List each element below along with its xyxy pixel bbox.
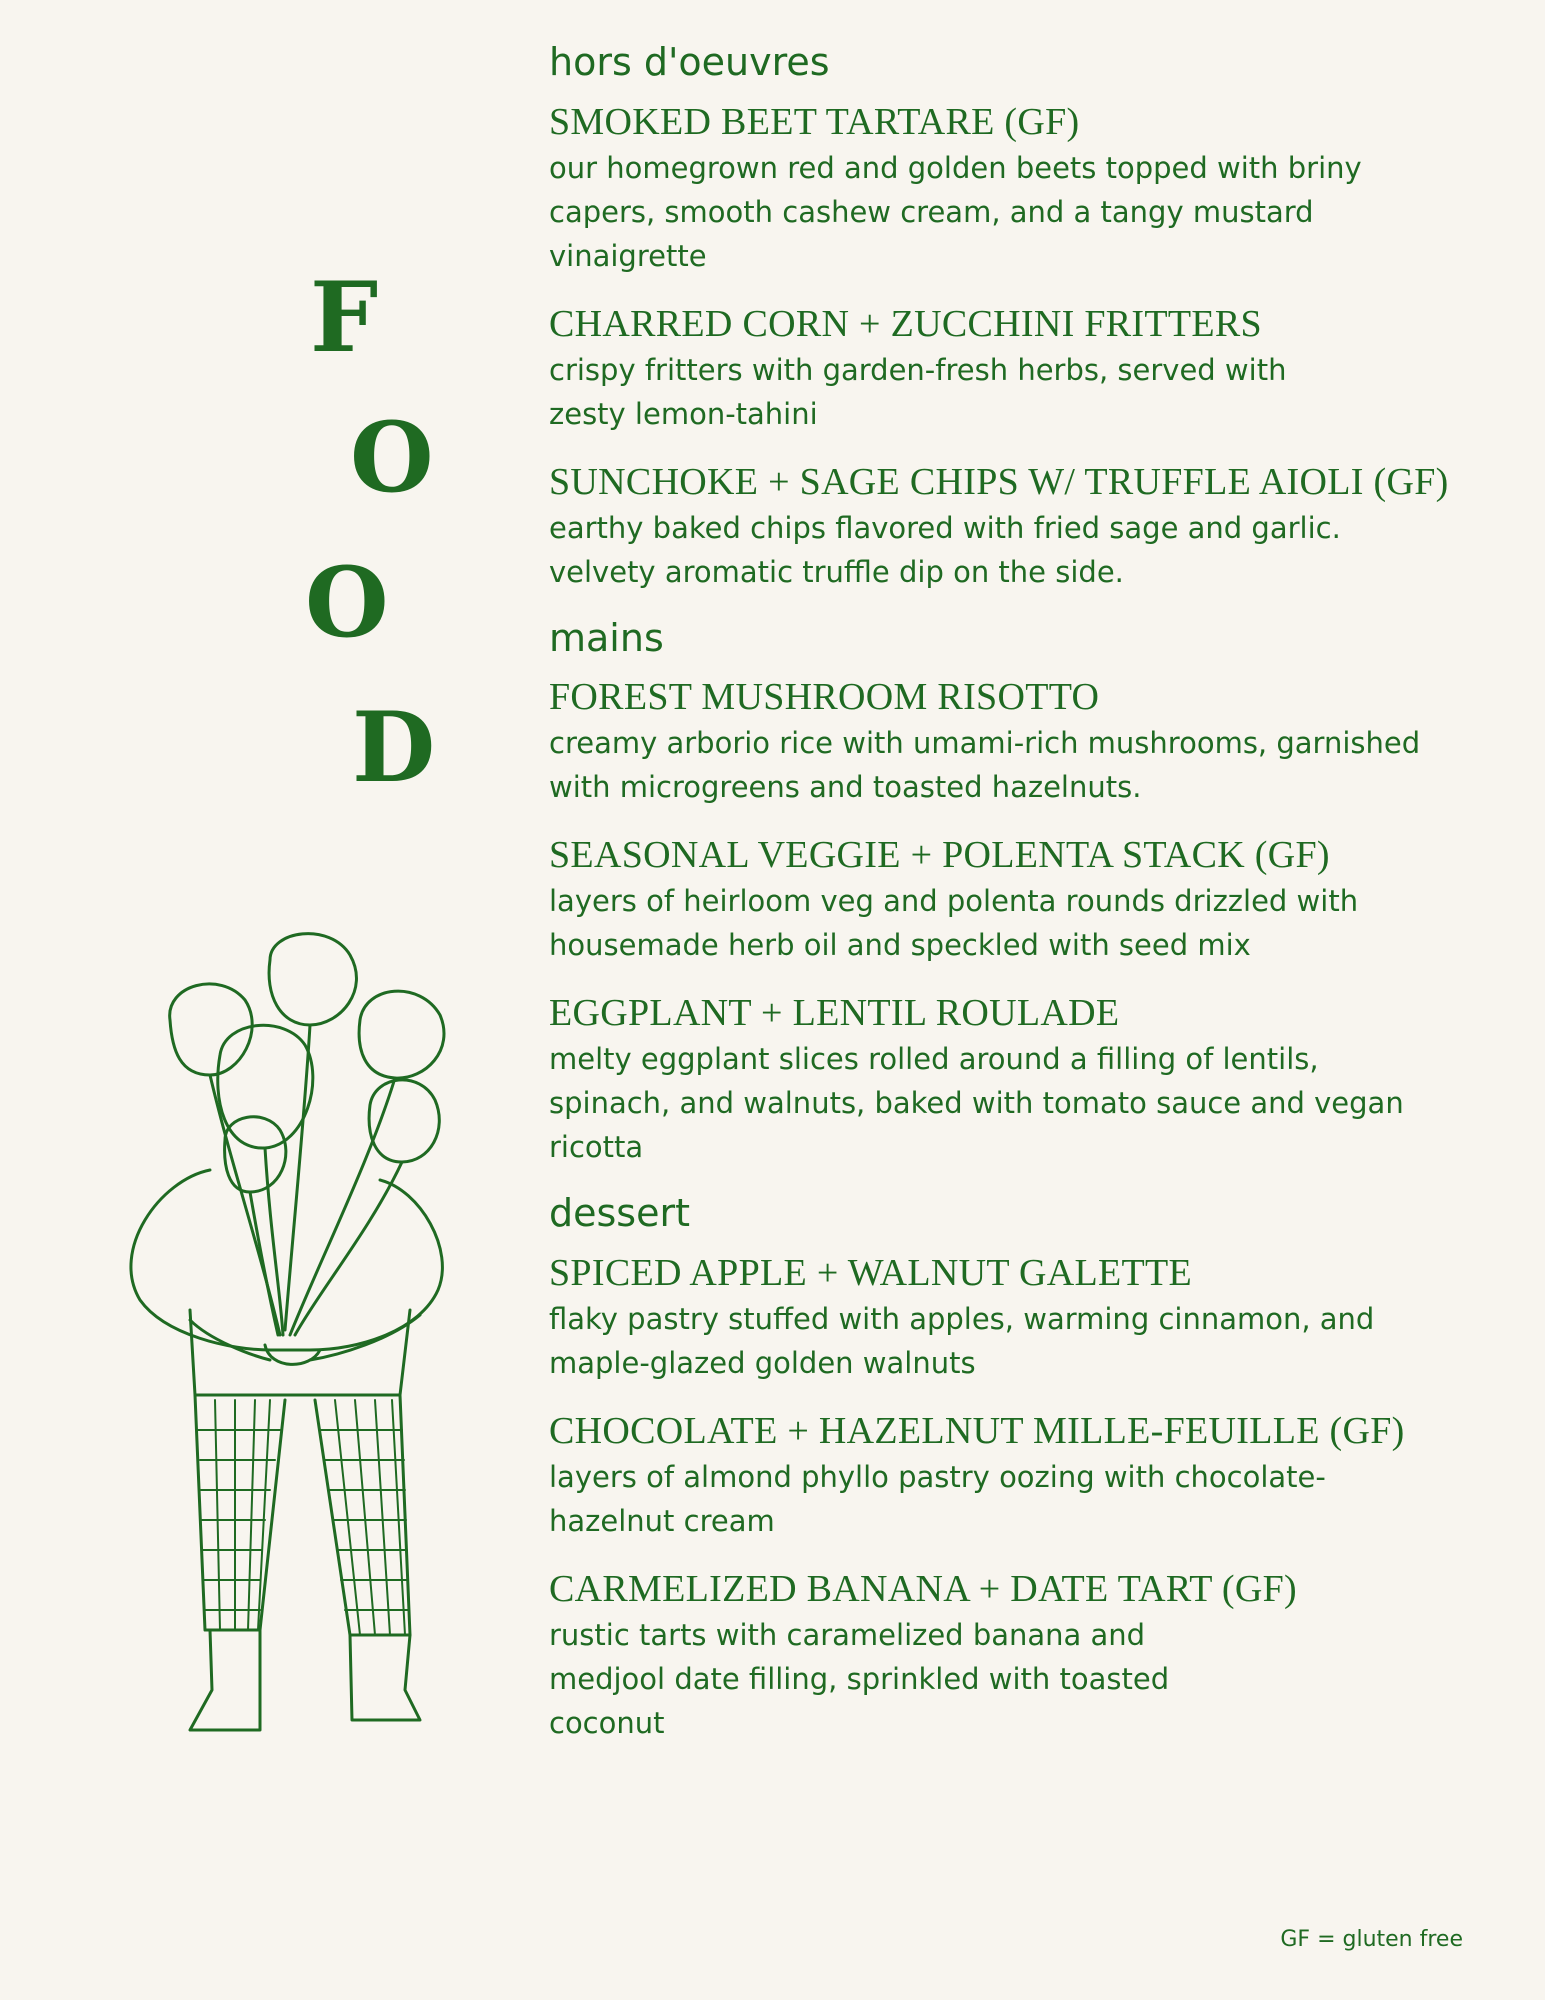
menu-list bbox=[549, 40, 1449, 1767]
section-heading: dessert bbox=[549, 1191, 690, 1236]
item-desc-line: coconut bbox=[549, 1705, 665, 1740]
menu-item bbox=[549, 300, 1449, 436]
item-name: SPICED APPLE + WALNUT GALETTE bbox=[549, 1251, 1193, 1294]
item-desc-line: earthy baked chips flavored with fried sage and garlic. bbox=[549, 510, 1341, 545]
menu-item bbox=[549, 989, 1449, 1169]
section-heading: mains bbox=[549, 615, 664, 660]
item-desc-line: flaky pastry stuffed with apples, warming cinnamon, and bbox=[549, 1301, 1375, 1336]
item-name: EGGPLANT + LENTIL ROULADE bbox=[549, 992, 1120, 1035]
item-desc-line: maple-glazed golden walnuts bbox=[549, 1345, 976, 1380]
gluten-free-footnote: GF = gluten free bbox=[1280, 1927, 1463, 1952]
item-desc-line: vinaigrette bbox=[549, 238, 707, 273]
item-desc-line: melty eggplant slices rolled around a filling of lentils, bbox=[549, 1042, 1319, 1077]
menu-item bbox=[549, 98, 1449, 278]
title-letter-o-2: O bbox=[305, 546, 389, 659]
item-name: SEASONAL VEGGIE + POLENTA STACK (GF) bbox=[549, 834, 1330, 877]
menu-item bbox=[549, 1565, 1449, 1745]
section-hors-doeuvres bbox=[549, 40, 1449, 594]
item-desc-line: ricotta bbox=[549, 1130, 644, 1165]
item-name: FOREST MUSHROOM RISOTTO bbox=[549, 676, 1100, 719]
person-holding-balloons-icon bbox=[120, 930, 480, 1750]
item-desc-line: zesty lemon-tahini bbox=[549, 396, 818, 431]
item-desc-line: creamy arborio rice with umami-rich mushrooms, garnished bbox=[549, 726, 1421, 761]
item-desc-line: hazelnut cream bbox=[549, 1503, 775, 1538]
section-mains bbox=[549, 616, 1449, 1170]
menu-item bbox=[549, 458, 1449, 594]
title-letter-f: F bbox=[310, 261, 379, 374]
item-desc-line: capers, smooth cashew cream, and a tangy mustard bbox=[549, 194, 1314, 229]
item-name: CARMELIZED BANANA + DATE TART (GF) bbox=[549, 1567, 1297, 1610]
item-desc-line: our homegrown red and golden beets topped with briny bbox=[549, 150, 1362, 185]
title-letter-o-1: O bbox=[350, 401, 434, 514]
item-desc-line: spinach, and walnuts, baked with tomato sauce and vegan bbox=[549, 1086, 1404, 1121]
section-dessert bbox=[549, 1191, 1449, 1745]
item-desc-line: velvety aromatic truffle dip on the side. bbox=[549, 554, 1124, 589]
item-name: SUNCHOKE + SAGE CHIPS W/ TRUFFLE AIOLI (GF) bbox=[549, 460, 1449, 503]
item-desc-line: housemade herb oil and speckled with seed mix bbox=[549, 928, 1251, 963]
food-title bbox=[260, 250, 450, 810]
item-desc-line: with microgreens and toasted hazelnuts. bbox=[549, 770, 1142, 805]
title-letter-d: D bbox=[352, 691, 436, 804]
item-name: SMOKED BEET TARTARE (GF) bbox=[549, 100, 1080, 143]
menu-item bbox=[549, 1249, 1449, 1385]
item-desc-line: layers of almond phyllo pastry oozing with chocolate- bbox=[549, 1459, 1326, 1494]
item-desc-line: rustic tarts with caramelized banana and bbox=[549, 1617, 1146, 1652]
menu-item bbox=[549, 831, 1449, 967]
item-desc-line: layers of heirloom veg and polenta rounds drizzled with bbox=[549, 884, 1359, 919]
item-name: CHARRED CORN + ZUCCHINI FRITTERS bbox=[549, 302, 1262, 345]
item-desc-line: medjool date filling, sprinkled with toasted bbox=[549, 1661, 1170, 1696]
menu-item bbox=[549, 673, 1449, 809]
menu-item bbox=[549, 1407, 1449, 1543]
item-name: CHOCOLATE + HAZELNUT MILLE-FEUILLE (GF) bbox=[549, 1409, 1405, 1452]
item-desc-line: crispy fritters with garden-fresh herbs, served with bbox=[549, 352, 1287, 387]
section-heading: hors d'oeuvres bbox=[549, 40, 830, 84]
